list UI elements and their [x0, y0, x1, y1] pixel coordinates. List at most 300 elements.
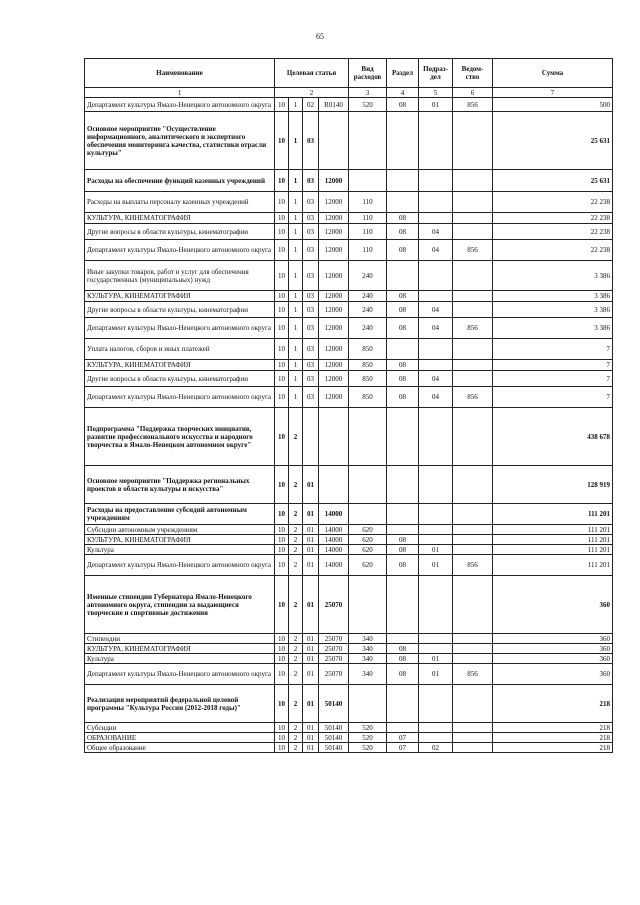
section-cell — [387, 504, 419, 525]
target-article-part: 12000 — [319, 224, 349, 240]
table-row — [85, 654, 613, 664]
target-article-part: 01 — [303, 685, 319, 723]
section-cell: 07 — [387, 733, 419, 743]
header-subsection: Подраз-дел — [419, 59, 453, 88]
section-cell — [387, 192, 419, 213]
header-sum: Сумма — [493, 59, 613, 88]
target-article-part: 12000 — [319, 302, 349, 318]
subsection-cell — [419, 291, 453, 302]
target-article-part: 10 — [275, 360, 289, 371]
expense-type-cell: 340 — [349, 634, 387, 644]
target-article-part: 12000 — [319, 213, 349, 224]
section-cell: 08 — [387, 224, 419, 240]
target-article-part: 10 — [275, 555, 289, 576]
target-article-part: 12000 — [319, 291, 349, 302]
sum-cell: 25 631 — [493, 170, 613, 192]
target-article-part: 12000 — [319, 339, 349, 360]
sum-cell: 111 201 — [493, 535, 613, 545]
section-cell — [387, 634, 419, 644]
department-cell — [453, 466, 493, 504]
section-cell: 08 — [387, 387, 419, 408]
section-cell: 07 — [387, 743, 419, 753]
subsection-cell — [419, 685, 453, 723]
table-row — [85, 360, 613, 371]
department-cell — [453, 743, 493, 753]
column-number: 2 — [275, 88, 349, 98]
target-article-part: 03 — [303, 213, 319, 224]
target-article-part: 10 — [275, 685, 289, 723]
target-article-part: 1 — [289, 240, 303, 261]
expense-type-cell: 620 — [349, 535, 387, 545]
sum-cell: 111 201 — [493, 504, 613, 525]
target-article-part: 10 — [275, 535, 289, 545]
expense-type-cell — [349, 170, 387, 192]
row-name: Департамент культуры Ямало-Ненецкого автономного округа — [85, 387, 275, 408]
table-row — [85, 408, 613, 466]
sum-cell: 360 — [493, 576, 613, 634]
row-name: Департамент культуры Ямало-Ненецкого автономного округа — [85, 318, 275, 339]
subsection-cell: 04 — [419, 387, 453, 408]
row-name: Иные закупки товаров, работ и услуг для обеспечения государственных (муниципальных) нужд — [85, 261, 275, 291]
target-article-part: 10 — [275, 504, 289, 525]
department-cell — [453, 504, 493, 525]
table-row — [85, 387, 613, 408]
target-article-part: 01 — [303, 535, 319, 545]
subsection-cell — [419, 644, 453, 654]
row-name: Уплата налогов, сборов и иных платежей — [85, 339, 275, 360]
department-cell — [453, 371, 493, 387]
subsection-cell: 01 — [419, 545, 453, 555]
target-article-part: 10 — [275, 634, 289, 644]
expense-type-cell: 620 — [349, 545, 387, 555]
row-name: Департамент культуры Ямало-Ненецкого автономного округа — [85, 555, 275, 576]
section-cell: 08 — [387, 371, 419, 387]
department-cell — [453, 576, 493, 634]
sum-cell: 22 238 — [493, 213, 613, 224]
table-row — [85, 318, 613, 339]
sum-cell: 22 238 — [493, 224, 613, 240]
section-cell — [387, 466, 419, 504]
section-cell: 08 — [387, 654, 419, 664]
target-article-part: 25070 — [319, 664, 349, 685]
expense-type-cell: 850 — [349, 387, 387, 408]
section-cell — [387, 408, 419, 466]
department-cell: 856 — [453, 318, 493, 339]
header-department: Ведом-ство — [453, 59, 493, 88]
sum-cell: 3 386 — [493, 318, 613, 339]
table-row — [85, 240, 613, 261]
target-article-part: 10 — [275, 224, 289, 240]
table-row — [85, 302, 613, 318]
table-row — [85, 634, 613, 644]
department-cell — [453, 634, 493, 644]
subsection-cell — [419, 408, 453, 466]
expense-type-cell: 240 — [349, 302, 387, 318]
table-row — [85, 664, 613, 685]
section-cell — [387, 170, 419, 192]
target-article-part: 10 — [275, 723, 289, 733]
section-cell: 08 — [387, 302, 419, 318]
expense-type-cell: 520 — [349, 98, 387, 112]
table-row — [85, 224, 613, 240]
target-article-part: 1 — [289, 371, 303, 387]
target-article-part: 10 — [275, 408, 289, 466]
table-row — [85, 723, 613, 733]
table-row — [85, 644, 613, 654]
subsection-cell: 01 — [419, 664, 453, 685]
target-article-part: 10 — [275, 466, 289, 504]
row-name: Другие вопросы в области культуры, кинематографии — [85, 224, 275, 240]
section-cell: 08 — [387, 535, 419, 545]
department-cell — [453, 685, 493, 723]
target-article-part: R0140 — [319, 98, 349, 112]
subsection-cell: 01 — [419, 555, 453, 576]
sum-cell: 438 678 — [493, 408, 613, 466]
target-article-part: 12000 — [319, 261, 349, 291]
section-cell — [387, 576, 419, 634]
row-name: Расходы на обеспечение функций казенных учреждений — [85, 170, 275, 192]
target-article-part: 03 — [303, 371, 319, 387]
table-row — [85, 504, 613, 525]
expense-type-cell: 620 — [349, 555, 387, 576]
subsection-cell: 02 — [419, 743, 453, 753]
sum-cell: 22 238 — [493, 240, 613, 261]
target-article-part — [319, 408, 349, 466]
sum-cell: 25 631 — [493, 112, 613, 170]
section-cell: 08 — [387, 360, 419, 371]
target-article-part: 12000 — [319, 371, 349, 387]
target-article-part: 01 — [303, 504, 319, 525]
subsection-cell — [419, 525, 453, 535]
department-cell — [453, 213, 493, 224]
department-cell — [453, 408, 493, 466]
expense-type-cell: 520 — [349, 743, 387, 753]
subsection-cell: 01 — [419, 98, 453, 112]
target-article-part: 01 — [303, 723, 319, 733]
target-article-part: 10 — [275, 213, 289, 224]
subsection-cell — [419, 192, 453, 213]
table-row — [85, 371, 613, 387]
target-article-part: 2 — [289, 525, 303, 535]
department-cell — [453, 525, 493, 535]
sum-cell: 500 — [493, 98, 613, 112]
column-number: 6 — [453, 88, 493, 98]
section-cell — [387, 339, 419, 360]
target-article-part: 1 — [289, 213, 303, 224]
department-cell — [453, 302, 493, 318]
expense-type-cell: 110 — [349, 240, 387, 261]
page-number: 65 — [316, 32, 324, 41]
target-article-part: 10 — [275, 664, 289, 685]
subsection-cell — [419, 535, 453, 545]
expense-type-cell: 110 — [349, 213, 387, 224]
sum-cell: 111 201 — [493, 525, 613, 535]
target-article-part: 10 — [275, 112, 289, 170]
target-article-part: 50140 — [319, 743, 349, 753]
table-row — [85, 170, 613, 192]
department-cell — [453, 339, 493, 360]
sum-cell: 3 386 — [493, 302, 613, 318]
sum-cell: 218 — [493, 743, 613, 753]
subsection-cell — [419, 213, 453, 224]
target-article-part: 2 — [289, 664, 303, 685]
column-number-row — [85, 88, 613, 98]
section-cell: 08 — [387, 240, 419, 261]
sum-cell: 218 — [493, 723, 613, 733]
target-article-part: 10 — [275, 371, 289, 387]
department-cell — [453, 224, 493, 240]
target-article-part: 2 — [289, 408, 303, 466]
target-article-part: 2 — [289, 576, 303, 634]
target-article-part: 10 — [275, 525, 289, 535]
target-article-part: 12000 — [319, 360, 349, 371]
department-cell — [453, 545, 493, 555]
expense-type-cell: 850 — [349, 339, 387, 360]
target-article-part — [319, 466, 349, 504]
target-article-part: 2 — [289, 733, 303, 743]
target-article-part: 12000 — [319, 318, 349, 339]
target-article-part: 2 — [289, 644, 303, 654]
subsection-cell — [419, 339, 453, 360]
target-article-part: 10 — [275, 545, 289, 555]
table-row — [85, 555, 613, 576]
table-row — [85, 685, 613, 723]
row-name: КУЛЬТУРА, КИНЕМАТОГРАФИЯ — [85, 360, 275, 371]
expense-type-cell: 240 — [349, 291, 387, 302]
target-article-part: 03 — [303, 240, 319, 261]
section-cell — [387, 261, 419, 291]
subsection-cell: 04 — [419, 318, 453, 339]
row-name: Реализация мероприятий федеральной целевой программы "Культура России (2012-2018 годы)" — [85, 685, 275, 723]
target-article-part: 1 — [289, 360, 303, 371]
target-article-part: 12000 — [319, 192, 349, 213]
row-name: Субсидии — [85, 723, 275, 733]
target-article-part: 1 — [289, 112, 303, 170]
sum-cell: 360 — [493, 664, 613, 685]
row-name: Основное мероприятие "Поддержка региональных проектов в области культуры и искусства" — [85, 466, 275, 504]
target-article-part: 1 — [289, 98, 303, 112]
subsection-cell: 04 — [419, 371, 453, 387]
target-article-part — [303, 408, 319, 466]
department-cell: 856 — [453, 98, 493, 112]
target-article-part: 50140 — [319, 685, 349, 723]
target-article-part: 2 — [289, 535, 303, 545]
table-row — [85, 733, 613, 743]
row-name: Другие вопросы в области культуры, кинематографии — [85, 302, 275, 318]
subsection-cell: 04 — [419, 240, 453, 261]
expense-type-cell — [349, 112, 387, 170]
target-article-part: 10 — [275, 170, 289, 192]
target-article-part: 10 — [275, 644, 289, 654]
target-article-part: 1 — [289, 261, 303, 291]
sum-cell: 3 386 — [493, 261, 613, 291]
table-row — [85, 525, 613, 535]
target-article-part: 03 — [303, 360, 319, 371]
header-target-article: Целевая статья — [275, 59, 349, 88]
target-article-part: 03 — [303, 170, 319, 192]
target-article-part: 10 — [275, 98, 289, 112]
target-article-part: 12000 — [319, 387, 349, 408]
target-article-part: 12000 — [319, 170, 349, 192]
target-article-part: 10 — [275, 743, 289, 753]
subsection-cell — [419, 360, 453, 371]
target-article-part: 2 — [289, 504, 303, 525]
expense-type-cell — [349, 504, 387, 525]
target-article-part: 50140 — [319, 723, 349, 733]
target-article-part: 01 — [303, 733, 319, 743]
expense-type-cell: 110 — [349, 224, 387, 240]
target-article-part: 2 — [289, 545, 303, 555]
target-article-part: 2 — [289, 466, 303, 504]
subsection-cell: 01 — [419, 654, 453, 664]
department-cell — [453, 654, 493, 664]
target-article-part: 14000 — [319, 545, 349, 555]
section-cell — [387, 112, 419, 170]
department-cell — [453, 644, 493, 654]
expense-type-cell — [349, 466, 387, 504]
target-article-part: 25070 — [319, 644, 349, 654]
section-cell: 08 — [387, 318, 419, 339]
row-name: КУЛЬТУРА, КИНЕМАТОГРАФИЯ — [85, 535, 275, 545]
section-cell — [387, 525, 419, 535]
row-name: Другие вопросы в области культуры, кинематографии — [85, 371, 275, 387]
department-cell: 856 — [453, 664, 493, 685]
target-article-part: 1 — [289, 387, 303, 408]
section-cell: 08 — [387, 98, 419, 112]
target-article-part: 10 — [275, 387, 289, 408]
target-article-part: 02 — [303, 98, 319, 112]
table-row — [85, 743, 613, 753]
expense-type-cell — [349, 685, 387, 723]
column-number: 4 — [387, 88, 419, 98]
target-article-part: 03 — [303, 224, 319, 240]
target-article-part: 01 — [303, 644, 319, 654]
row-name: Департамент культуры Ямало-Ненецкого автономного округа — [85, 98, 275, 112]
target-article-part: 10 — [275, 261, 289, 291]
target-article-part: 25070 — [319, 576, 349, 634]
subsection-cell — [419, 261, 453, 291]
table-row — [85, 545, 613, 555]
target-article-part: 2 — [289, 555, 303, 576]
target-article-part: 14000 — [319, 535, 349, 545]
sum-cell: 360 — [493, 634, 613, 644]
subsection-cell — [419, 170, 453, 192]
target-article-part: 01 — [303, 634, 319, 644]
department-cell — [453, 291, 493, 302]
column-number: 3 — [349, 88, 387, 98]
target-article-part: 01 — [303, 525, 319, 535]
sum-cell: 218 — [493, 685, 613, 723]
expense-type-cell: 850 — [349, 360, 387, 371]
section-cell: 08 — [387, 644, 419, 654]
department-cell — [453, 192, 493, 213]
column-number: 1 — [85, 88, 275, 98]
sum-cell: 360 — [493, 644, 613, 654]
table-body — [85, 98, 613, 753]
row-name: Департамент культуры Ямало-Ненецкого автономного округа — [85, 240, 275, 261]
target-article-part: 10 — [275, 654, 289, 664]
sum-cell: 128 919 — [493, 466, 613, 504]
expense-type-cell: 340 — [349, 644, 387, 654]
department-cell — [453, 535, 493, 545]
target-article-part: 03 — [303, 302, 319, 318]
target-article-part: 25070 — [319, 634, 349, 644]
section-cell: 08 — [387, 555, 419, 576]
target-article-part: 1 — [289, 302, 303, 318]
target-article-part: 01 — [303, 466, 319, 504]
row-name: Основное мероприятие "Осуществление информационного, аналитического и экспертного обеспечения мониторинга качества, статистики отрасли культуры" — [85, 112, 275, 170]
target-article-part: 01 — [303, 664, 319, 685]
header-expense-type: Вид расходов — [349, 59, 387, 88]
sum-cell: 111 201 — [493, 545, 613, 555]
target-article-part: 03 — [303, 339, 319, 360]
department-cell: 856 — [453, 387, 493, 408]
target-article-part: 14000 — [319, 504, 349, 525]
sum-cell: 7 — [493, 360, 613, 371]
row-name: КУЛЬТУРА, КИНЕМАТОГРАФИЯ — [85, 644, 275, 654]
target-article-part: 10 — [275, 576, 289, 634]
target-article-part: 12000 — [319, 240, 349, 261]
target-article-part: 01 — [303, 545, 319, 555]
subsection-cell — [419, 576, 453, 634]
expense-type-cell: 340 — [349, 654, 387, 664]
table-row — [85, 192, 613, 213]
target-article-part: 03 — [303, 112, 319, 170]
target-article-part: 01 — [303, 654, 319, 664]
target-article-part: 50140 — [319, 733, 349, 743]
table-row — [85, 261, 613, 291]
subsection-cell — [419, 112, 453, 170]
target-article-part: 10 — [275, 302, 289, 318]
target-article-part: 1 — [289, 170, 303, 192]
header-name: Наименование — [85, 59, 275, 88]
expense-type-cell: 240 — [349, 318, 387, 339]
table-row — [85, 535, 613, 545]
target-article-part: 03 — [303, 318, 319, 339]
section-cell: 08 — [387, 545, 419, 555]
subsection-cell — [419, 723, 453, 733]
row-name: Субсидии автономным учреждениям — [85, 525, 275, 535]
expense-type-cell: 850 — [349, 371, 387, 387]
row-name: ОБРАЗОВАНИЕ — [85, 733, 275, 743]
expense-type-cell: 340 — [349, 664, 387, 685]
target-article-part: 01 — [303, 743, 319, 753]
target-article-part: 1 — [289, 192, 303, 213]
target-article-part: 2 — [289, 654, 303, 664]
sum-cell: 218 — [493, 733, 613, 743]
department-cell — [453, 170, 493, 192]
sum-cell: 111 201 — [493, 555, 613, 576]
row-name: Расходы на выплаты персоналу казенных учреждений — [85, 192, 275, 213]
sum-cell: 22 238 — [493, 192, 613, 213]
expense-type-cell: 110 — [349, 192, 387, 213]
row-name: Департамент культуры Ямало-Ненецкого автономного округа — [85, 664, 275, 685]
expense-type-cell — [349, 408, 387, 466]
department-cell — [453, 723, 493, 733]
target-article-part: 14000 — [319, 525, 349, 535]
row-name: Именные стипендии Губернатора Ямало-Ненецкого автономного округа, стипендии за выдающиеся творческие и спортивные достижения — [85, 576, 275, 634]
header-section: Раздел — [387, 59, 419, 88]
row-name: Подпрограмма "Поддержка творческих инициатив, развитие профессионального искусства и народного творчества в Ямало-Ненецком автономном округе" — [85, 408, 275, 466]
target-article-part: 10 — [275, 318, 289, 339]
target-article-part — [319, 112, 349, 170]
department-cell: 856 — [453, 555, 493, 576]
target-article-part: 14000 — [319, 555, 349, 576]
department-cell — [453, 261, 493, 291]
target-article-part: 10 — [275, 291, 289, 302]
table-row — [85, 98, 613, 112]
table-row — [85, 339, 613, 360]
